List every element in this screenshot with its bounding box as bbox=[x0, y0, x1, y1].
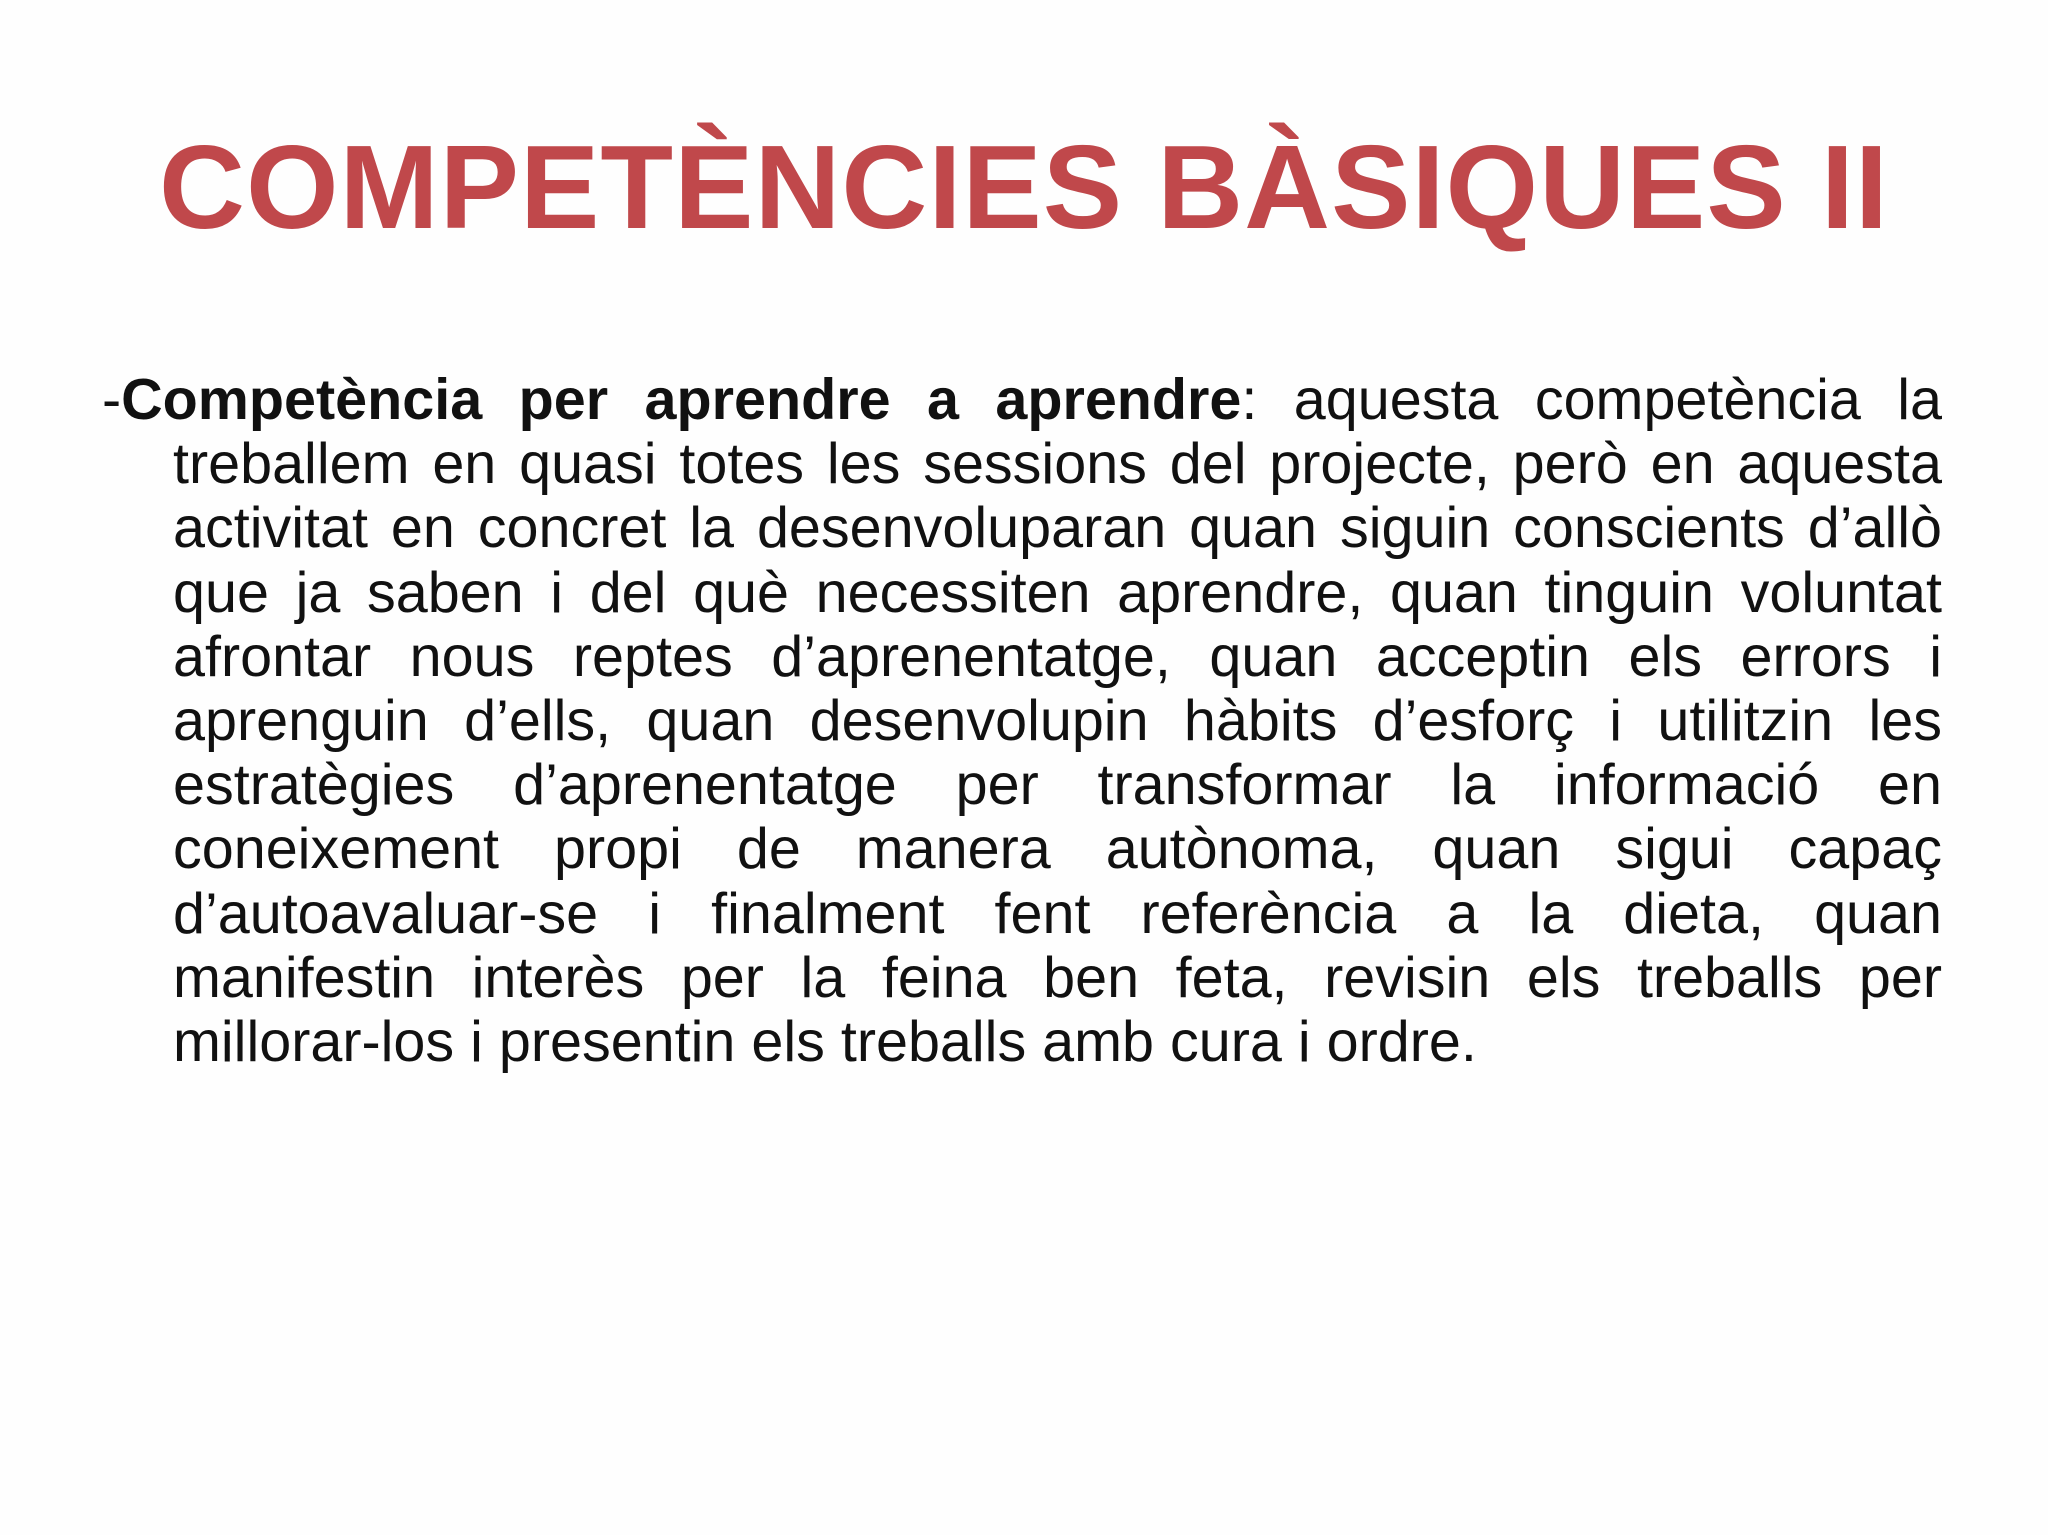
term-separator: : bbox=[1241, 368, 1258, 432]
slide-title: COMPETÈNCIES BÀSIQUES II bbox=[159, 121, 1889, 254]
competence-description: aquesta competència la treballem en quasi totes les sessions del projecte, però en aquesta activitat en concret la desenvoluparan quan siguin conscients d’allò que ja saben i del què necessiten aprendre, quan tinguin voluntat afrontar nous reptes d’aprenentatge, quan acceptin els errors i aprenguin d’ells, quan desenvolupin hàbits d’esforç i utilitzin les estratègies d’aprenentatge per transformar la informació en coneixement propi de manera autònoma, quan sigui capaç d’autoavaluar-se i finalment fent referència a la dieta, quan manifestin interès per la feina ben feta, revisin els treballs per millorar-los i presentin els treballs amb cura i ordre. bbox=[173, 368, 1942, 1075]
bullet-dash: - bbox=[102, 368, 122, 432]
slide-body bbox=[102, 368, 1942, 1074]
bullet-paragraph bbox=[102, 368, 1942, 1074]
competence-term: Competència per aprendre a aprendre bbox=[121, 368, 1242, 432]
